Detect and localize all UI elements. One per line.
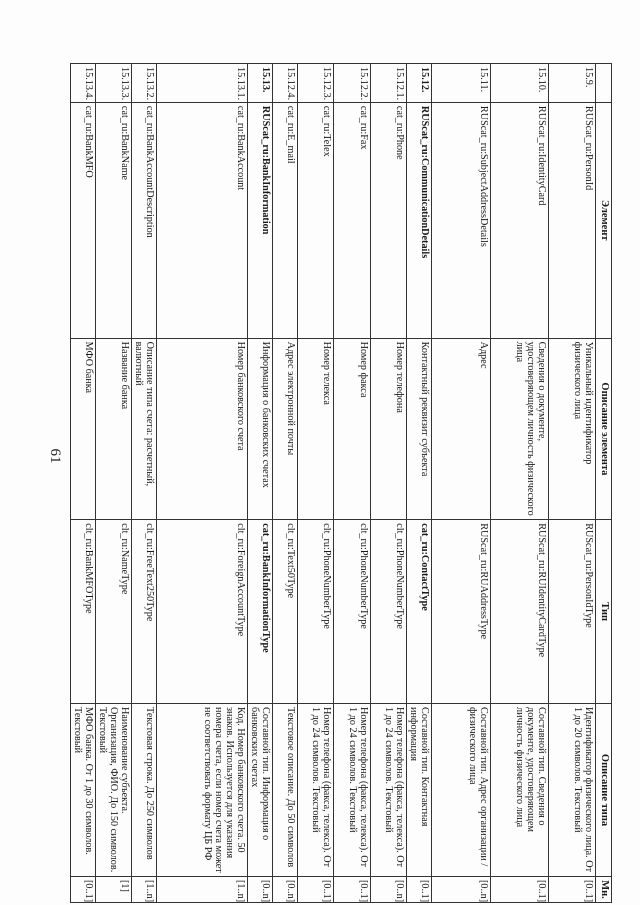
- row-num: 15.10.: [491, 64, 549, 103]
- row-num: 15.12.3.: [298, 64, 334, 103]
- row-num: 15.12.: [407, 64, 432, 103]
- row-type: RUScat_ru:RUIdentityCardType: [491, 520, 549, 704]
- row-type: clt_ru:FreeText250Type: [132, 520, 157, 704]
- row-element-description: Номер телефона: [371, 338, 407, 520]
- table-header-row: [596, 64, 612, 903]
- row-element: RUScat_ru:BankInformation: [248, 102, 273, 338]
- row-type-description: Идентификатор физического лица. От 1 до 20 символов. Текстовый: [549, 704, 596, 877]
- row-type: clt_ru:PhoneNumberType: [371, 520, 407, 704]
- row-element: cat_ru:BankMFO: [71, 102, 96, 338]
- row-type: cat_ru:ContactType: [407, 520, 432, 704]
- row-type-description: Составной тип. Контактная информация: [407, 704, 432, 877]
- table-row: [334, 64, 371, 903]
- row-type: cat_ru:BankInformationType: [248, 520, 273, 704]
- row-num: 15.9.: [549, 64, 596, 103]
- row-type-description: Наименование субъекта. Организация, ФИО. До 150 символов. Текстовый: [96, 704, 132, 877]
- row-type-description: Составной тип. Адрес организации / физического лица: [432, 704, 491, 877]
- table-row: [157, 64, 248, 903]
- row-multiplicity: [0..n]: [273, 877, 298, 903]
- row-element: cat_ru:BankName: [96, 102, 132, 338]
- table-row: [298, 64, 334, 903]
- table-row: [491, 64, 549, 903]
- row-element-description: Информация о банковских счетах: [248, 338, 273, 520]
- header-type: Тип: [596, 520, 612, 704]
- row-multiplicity: [0..1]: [491, 877, 549, 903]
- row-num: 15.13.1.: [157, 64, 248, 103]
- row-multiplicity: [0..1]: [334, 877, 371, 903]
- row-multiplicity: [0..n]: [248, 877, 273, 903]
- row-type-description: Текстовая строка. До 250 символов: [132, 704, 157, 877]
- row-num: 15.11.: [432, 64, 491, 103]
- row-element: cat_ru:Phone: [371, 102, 407, 338]
- table-wrapper: [72, 63, 612, 903]
- specification-table: [70, 63, 612, 903]
- row-multiplicity: [0..n]: [371, 877, 407, 903]
- row-num: 15.13.2.: [132, 64, 157, 103]
- row-element-description: Адрес: [432, 338, 491, 520]
- row-type-description: Номер телефона (факса, телекса). От 1 до 24 символов. Текстовый: [298, 704, 334, 877]
- row-type-description: Составной тип. Информация о банковских счетах: [248, 704, 273, 877]
- row-element-description: Сведения о документе, удостоверяющем личность физического лица: [491, 338, 549, 520]
- row-element: RUScat_ru:IdentityCard: [491, 102, 549, 338]
- table-row: [549, 64, 596, 903]
- row-element-description: Номер факса: [334, 338, 371, 520]
- header-element-description: Описание элемента: [596, 338, 612, 520]
- row-type: clt_ru:NameType: [96, 520, 132, 704]
- row-type-description: МФО банка. От 1 до 30 символов. Текстовый: [71, 704, 96, 877]
- row-multiplicity: [0..1]: [298, 877, 334, 903]
- row-num: 15.13.3.: [96, 64, 132, 103]
- row-num: 15.12.2.: [334, 64, 371, 103]
- row-type: clt_ru:ForeignAccountType: [157, 520, 248, 704]
- row-element: cat_ru:Telex: [298, 102, 334, 338]
- row-element: RUScat_ru:PersonId: [549, 102, 596, 338]
- row-element-description: Описание типа счета: расчетный, валютный: [132, 338, 157, 520]
- row-multiplicity: [0..1]: [549, 877, 596, 903]
- row-type-description: Номер телефона (факса, телекса). От 1 до 24 символов. Текстовый: [334, 704, 371, 877]
- row-element-description: Номер телекса: [298, 338, 334, 520]
- row-type-description: Номер телефона (факса, телекса). От 1 до 24 символов. Текстовый: [371, 704, 407, 877]
- row-type-description: Составной тип. Сведения о документе, удостоверяющем личность физического лица: [491, 704, 549, 877]
- row-element: cat_ru:E_mail: [273, 102, 298, 338]
- header-multiplicity: Мн.: [596, 877, 612, 903]
- rotated-table-area: [72, 63, 612, 903]
- row-element: cat_ru:Fax: [334, 102, 371, 338]
- row-type: RUScat_ru:RUAddressType: [432, 520, 491, 704]
- row-type: clt_ru:PhoneNumberType: [298, 520, 334, 704]
- header-type-description: Описание типа: [596, 704, 612, 877]
- row-type: clt_ru:BankMFOType: [71, 520, 96, 704]
- row-multiplicity: [1..n]: [132, 877, 157, 903]
- row-element: RUScat_ru:CommunicationDetails: [407, 102, 432, 338]
- row-element-description: Название банка: [96, 338, 132, 520]
- row-num: 15.13.: [248, 64, 273, 103]
- row-type: clt_ru:PhoneNumberType: [334, 520, 371, 704]
- header-num: [596, 64, 612, 103]
- row-num: 15.12.4.: [273, 64, 298, 103]
- row-multiplicity: [1..n]: [157, 877, 248, 903]
- header-element: Элемент: [596, 102, 612, 338]
- row-type: clt_ru:Text50Type: [273, 520, 298, 704]
- row-type: RUScat_ru:PersonIdType: [549, 520, 596, 704]
- row-element-description: Контактный реквизит субъекта: [407, 338, 432, 520]
- row-type-description: Код. Номер банковского счета. 50 знаков. Используется для указания номера счета, если номер счета может не соответствовать формату ЦБ РФ: [157, 704, 248, 877]
- table-row: [96, 64, 132, 903]
- table-row: [432, 64, 491, 903]
- row-multiplicity: [0..1]: [407, 877, 432, 903]
- row-multiplicity: [0..1]: [71, 877, 96, 903]
- row-type-description: Текстовое описание. До 50 символов: [273, 704, 298, 877]
- row-element-description: Адрес электронной почты: [273, 338, 298, 520]
- table-row: [71, 64, 96, 903]
- table-row: [371, 64, 407, 903]
- page-number: 61: [47, 448, 63, 464]
- table-row: [132, 64, 157, 903]
- row-multiplicity: [1]: [96, 877, 132, 903]
- table-row: [273, 64, 298, 903]
- row-num: 15.13.4.: [71, 64, 96, 103]
- row-element-description: Уникальный идентификатор физического лица: [549, 338, 596, 520]
- row-element: cat_ru:BankAccountDescription: [132, 102, 157, 338]
- row-element: RUScat_ru:SubjectAddressDetails: [432, 102, 491, 338]
- table-group-row: [407, 64, 432, 903]
- table-group-row: [248, 64, 273, 903]
- row-element-description: Номер банковского счета: [157, 338, 248, 520]
- row-multiplicity: [0..n]: [432, 877, 491, 903]
- row-element: cat_ru:BankAccount: [157, 102, 248, 338]
- row-num: 15.12.1.: [371, 64, 407, 103]
- row-element-description: МФО банка: [71, 338, 96, 520]
